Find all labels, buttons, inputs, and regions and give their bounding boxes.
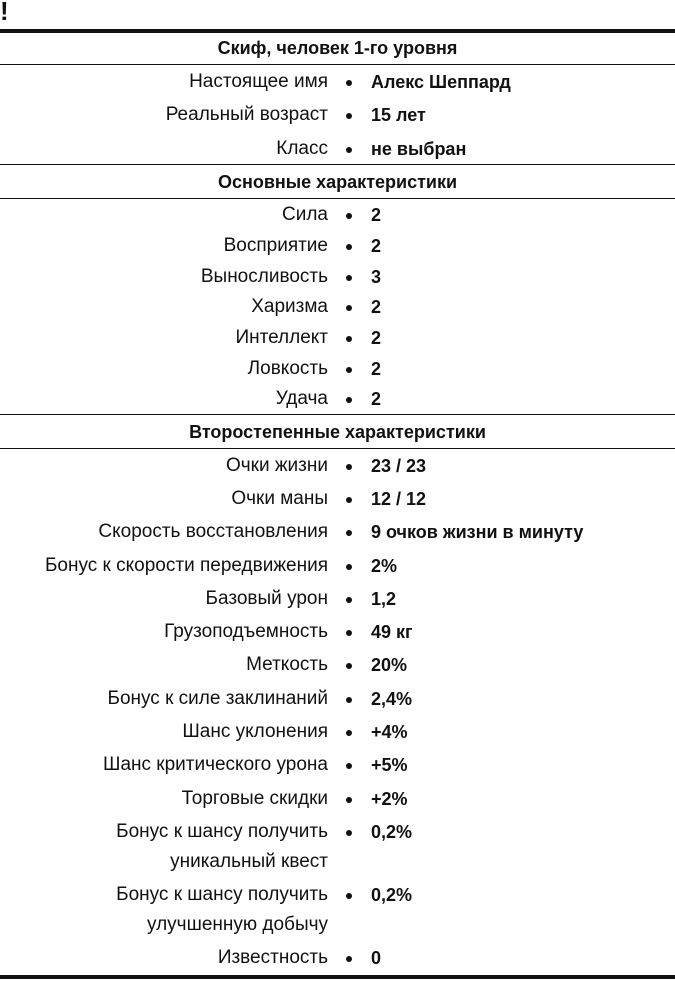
stat-label: Известность xyxy=(217,947,328,968)
stat-value: 15 лет xyxy=(371,105,426,125)
bullet-icon xyxy=(346,305,352,311)
bullet-icon xyxy=(346,663,352,669)
stat-value: 2 xyxy=(371,297,382,317)
stat-value: 2 xyxy=(371,359,382,379)
top-thick-rule xyxy=(0,29,675,33)
stat-value: +2% xyxy=(371,789,408,809)
stat-value: 3 xyxy=(371,267,382,287)
stat-row xyxy=(0,202,675,228)
bullet-icon xyxy=(346,80,352,86)
stat-value: 49 кг xyxy=(371,622,413,642)
stat-row xyxy=(0,69,675,95)
stat-label: Шанс уклонения xyxy=(182,721,328,742)
stat-value: 2 xyxy=(371,205,382,225)
stat-label: Торговые скидки xyxy=(181,788,328,809)
bullet-icon xyxy=(346,213,352,219)
stat-row xyxy=(0,136,675,162)
stat-value: 2 xyxy=(371,328,382,348)
stat-label: Сила xyxy=(282,204,328,225)
stat-label-line2: уникальный квест xyxy=(170,851,328,872)
stat-label: Восприятие xyxy=(223,235,328,256)
bullet-icon xyxy=(346,336,352,342)
bullet-icon xyxy=(346,630,352,636)
stat-value: 2 xyxy=(371,236,382,256)
stat-row xyxy=(0,233,675,259)
stat-row xyxy=(0,356,675,382)
stat-label: Очки маны xyxy=(231,488,328,509)
stat-label: Интеллект xyxy=(235,327,328,348)
bullet-icon xyxy=(346,564,352,570)
stat-row xyxy=(0,619,675,645)
stat-row xyxy=(0,553,675,579)
divider xyxy=(0,414,675,415)
stat-label: Скорость восстановления xyxy=(98,521,328,542)
stat-label: Очки жизни xyxy=(225,455,328,476)
stat-value: не выбран xyxy=(371,139,467,159)
stat-label: Грузоподъемность xyxy=(164,621,328,642)
divider xyxy=(0,198,675,199)
section-header-main-stats: Основные характеристики xyxy=(217,172,458,192)
bullet-icon xyxy=(346,830,352,836)
stat-row xyxy=(0,586,675,612)
stat-value: 2 xyxy=(371,389,382,409)
divider xyxy=(0,164,675,165)
section-header-secondary-stats: Второстепенные характеристики xyxy=(189,422,486,442)
stat-value: Алекс Шеппард xyxy=(371,72,511,92)
bullet-icon xyxy=(346,397,352,403)
bullet-icon xyxy=(346,893,352,899)
stat-label: Класс xyxy=(276,138,328,159)
bullet-icon xyxy=(346,244,352,250)
bullet-icon xyxy=(346,697,352,703)
stat-value: 2% xyxy=(371,556,398,576)
divider xyxy=(0,448,675,449)
bottom-thick-rule xyxy=(0,975,675,979)
stat-value: 12 / 12 xyxy=(371,489,427,509)
stat-row xyxy=(0,752,675,778)
bullet-icon xyxy=(346,597,352,603)
stat-row xyxy=(0,719,675,745)
bullet-icon xyxy=(346,497,352,503)
stat-label: Выносливость xyxy=(200,266,328,287)
section-header-character: Скиф, человек 1-го уровня xyxy=(217,38,458,58)
stat-row xyxy=(0,386,675,412)
bullet-icon xyxy=(346,730,352,736)
bullet-icon xyxy=(346,797,352,803)
stat-row xyxy=(0,519,675,545)
stat-row xyxy=(0,945,675,971)
bullet-icon xyxy=(346,147,352,153)
stat-row xyxy=(0,686,675,712)
stat-row xyxy=(0,102,675,128)
stat-row-continuation xyxy=(0,912,675,938)
stat-label: Бонус к шансу получить xyxy=(116,821,328,842)
stat-label: Шанс критического урона xyxy=(103,754,328,775)
bullet-icon xyxy=(346,367,352,373)
bullet-icon xyxy=(346,275,352,281)
stat-value: 2,4% xyxy=(371,689,413,709)
stat-value: 0 xyxy=(371,948,382,968)
stat-value: 9 очков жизни в минуту xyxy=(371,522,584,542)
stat-label: Реальный возраст xyxy=(165,104,328,125)
exclamation-mark: ! xyxy=(0,0,9,26)
bullet-icon xyxy=(346,464,352,470)
stat-row xyxy=(0,652,675,678)
bullet-icon xyxy=(346,113,352,119)
stat-row xyxy=(0,486,675,512)
stat-label: Бонус к скорости передвижения xyxy=(44,555,328,576)
stat-value: +4% xyxy=(371,722,408,742)
stat-value: 0,2% xyxy=(371,885,413,905)
stat-label: Базовый урон xyxy=(205,588,328,609)
stat-row xyxy=(0,294,675,320)
stat-row xyxy=(0,882,675,908)
stat-row xyxy=(0,786,675,812)
stat-label: Настоящее имя xyxy=(189,71,328,92)
stat-row xyxy=(0,264,675,290)
bullet-icon xyxy=(346,956,352,962)
stat-row-continuation xyxy=(0,849,675,875)
stat-value: +5% xyxy=(371,755,408,775)
stat-value: 20% xyxy=(371,655,408,675)
stat-label: Меткость xyxy=(246,654,328,675)
divider xyxy=(0,64,675,65)
stat-row xyxy=(0,819,675,845)
bullet-icon xyxy=(346,530,352,536)
stat-label: Бонус к силе заклинаний xyxy=(107,688,328,709)
stat-label: Ловкость xyxy=(247,358,328,379)
stat-label: Удача xyxy=(275,388,328,409)
stat-label-line2: улучшенную добычу xyxy=(147,914,328,935)
stat-label: Харизма xyxy=(251,296,328,317)
bullet-icon xyxy=(346,763,352,769)
stat-row xyxy=(0,325,675,351)
stat-value: 1,2 xyxy=(371,589,397,609)
stat-row xyxy=(0,453,675,479)
stat-label: Бонус к шансу получить xyxy=(116,884,328,905)
stat-value: 0,2% xyxy=(371,822,413,842)
stat-value: 23 / 23 xyxy=(371,456,427,476)
